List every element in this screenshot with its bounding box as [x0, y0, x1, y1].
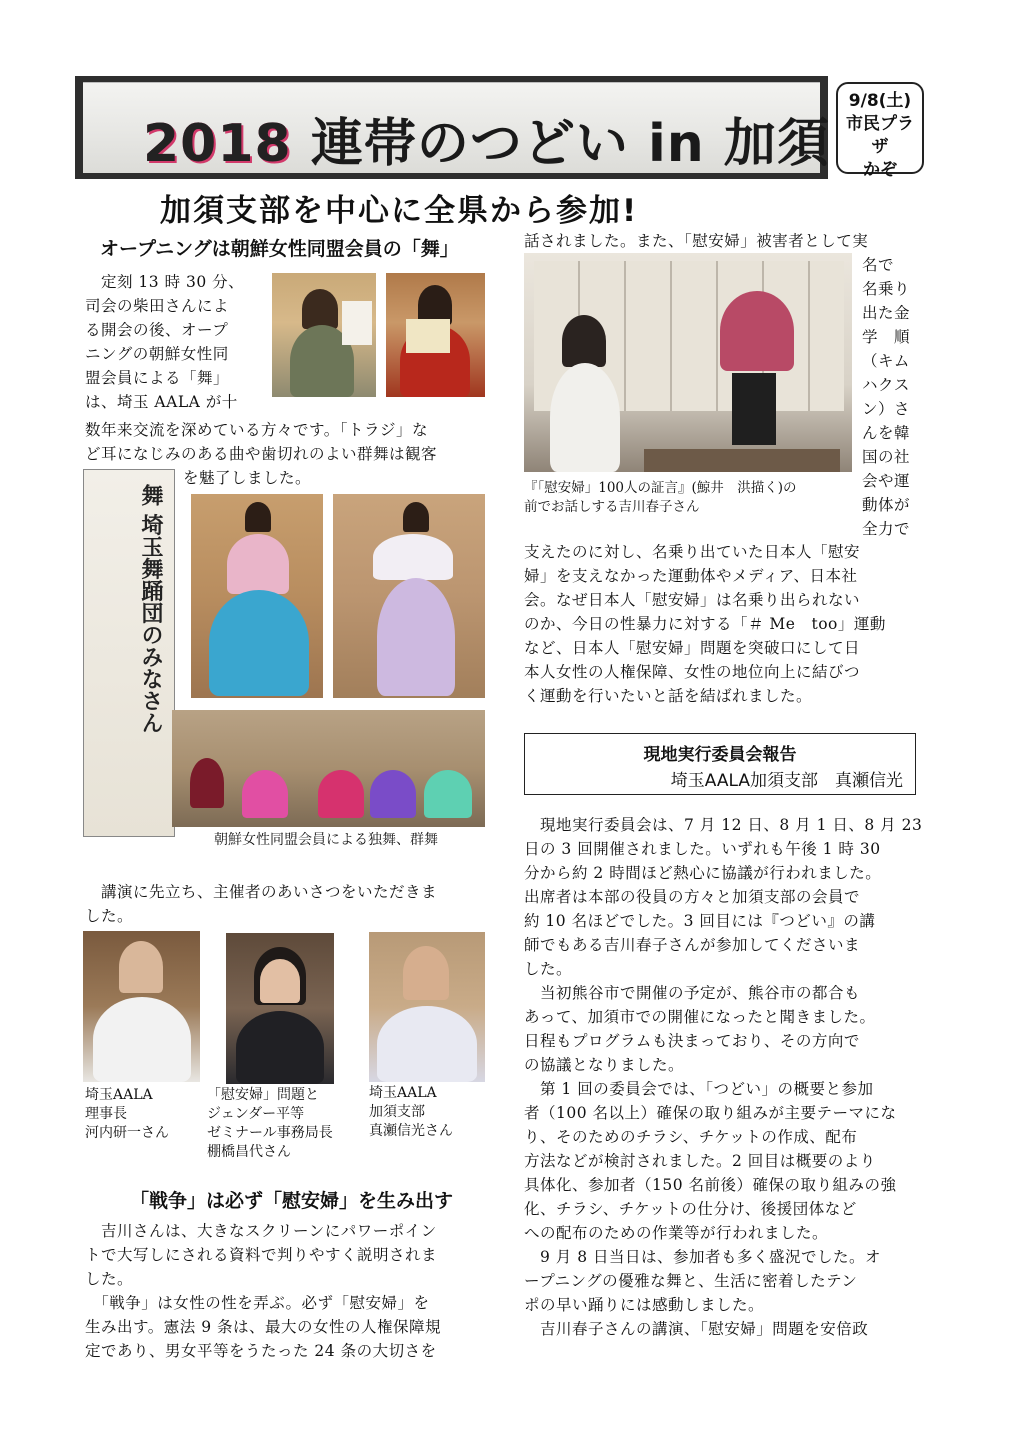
text-line: 日程もプログラムも決まっており、その方向で	[524, 1032, 860, 1050]
text-line: 約 10 名ほどでした。3 回目には『つどい』の講	[524, 912, 876, 930]
opening-paragraph-narrow	[85, 270, 270, 414]
section-title-opening: オープニングは朝鮮女性同盟会員の「舞」	[100, 238, 459, 260]
text-line: 会や運	[862, 472, 911, 490]
text-line: 9 月 8 日当日は、参加者も多く盛況でした。オ	[524, 1248, 882, 1266]
venue-line: 市民プラザ	[846, 114, 914, 157]
opening-speaker-photo-1	[272, 273, 376, 397]
text-line: 婦」を支えなかった運動体やメディア、日本社	[524, 567, 858, 585]
text-line: 吉川さんは、大きなスクリーンにパワーポイン	[85, 1222, 437, 1240]
text-line: 講演に先立ち、主催者のあいさつをいただきま	[85, 883, 438, 901]
text-line: ハクス	[862, 376, 910, 394]
text-line: く運動を行いたいと話を結ばれました。	[524, 687, 813, 705]
text-line: 日の 3 回開催されました。いずれも午後 1 時 30	[524, 840, 881, 858]
text-line: （キム	[862, 352, 910, 370]
lecture-paragraph	[524, 540, 924, 708]
speaker-photo-3	[369, 932, 485, 1082]
text-line: る開会の後、オープ	[85, 321, 229, 339]
report-header-box	[524, 733, 916, 795]
report-author: 埼玉AALA加須支部 真瀬信光	[670, 771, 903, 791]
text-line: 分から約 2 時間ほど熱心に協議が行われました。	[524, 864, 882, 882]
text-line: 話されました。また、「慰安婦」被害者として実	[524, 232, 869, 250]
caption-line: 理事長	[85, 1106, 127, 1122]
text-line: トで大写しにされる資料で判りやすく説明されま	[85, 1246, 438, 1264]
speaker-photo-2	[226, 933, 334, 1084]
opening-paragraph-wide	[85, 418, 495, 466]
speaker-caption-3	[369, 1084, 453, 1141]
text-line: 現地実行委員会は、7 月 12 日、8 月 1 日、8 月 23	[524, 816, 923, 834]
text-line: した。	[524, 960, 573, 978]
war-paragraph	[85, 1219, 495, 1363]
text-line: ど耳になじみのある曲や歯切れのよい群舞は観客	[85, 445, 438, 463]
text-line: 全力で	[862, 520, 911, 538]
mai-banner-photo	[83, 469, 175, 837]
caption-line: 河内研一さん	[85, 1125, 169, 1141]
lecture-photo	[524, 253, 852, 472]
section-title-war: 「戦争」は必ず「慰安婦」を生み出す	[130, 1190, 454, 1212]
text-line: ープニングの優雅な舞と、生活に密着したテン	[524, 1272, 858, 1290]
event-banner-photo	[75, 76, 828, 179]
caption-line: 前でお話しする吉川春子さん	[524, 499, 700, 515]
narrow-text-column	[862, 253, 924, 541]
banner-cloth	[83, 82, 830, 174]
text-line: ニングの朝鮮女性同	[85, 345, 229, 363]
text-line: 師でもある吉川春子さんが参加してくださいま	[524, 936, 861, 954]
text-line: 数年来交流を深めている方々です。「トラジ」な	[85, 421, 429, 439]
text-line: 国の社	[862, 448, 911, 466]
speaker-caption-2	[207, 1086, 333, 1162]
text-line: 者（100 名以上）確保の取り組みが主要テーマにな	[524, 1104, 897, 1122]
banner-year: 2018	[143, 114, 292, 174]
text-line: した。	[85, 1270, 134, 1288]
venue-line: かぞ	[863, 160, 897, 180]
text-line: 本人女性の人権保障、女性の地位向上に結びつ	[524, 663, 861, 681]
text-line: のか、今日の性暴力に対する「＃ Me too」運動	[524, 615, 886, 633]
caption-line: 加須支部	[369, 1104, 425, 1120]
text-line: 動体が	[862, 496, 911, 514]
date-box	[836, 82, 924, 180]
caption-line: 埼玉AALA	[369, 1085, 437, 1101]
dance-caption: 朝鮮女性同盟会員による独舞、群舞	[214, 832, 438, 848]
group-dance-photo	[172, 710, 485, 827]
text-line: あって、加須市での開催になったと聞きました。	[524, 1008, 876, 1026]
dance-photo-1	[191, 494, 323, 698]
caption-line: 「慰安婦」問題と	[207, 1087, 319, 1103]
text-line: 生み出す。憲法 9 条は、最大の女性の人権保障規	[85, 1318, 441, 1336]
banner-calligraphy: 舞 埼玉舞踊団のみなさん	[138, 484, 164, 734]
report-paragraph	[524, 813, 924, 1341]
text-line: 具体化、参加者（150 名前後）確保の取り組みの強	[524, 1176, 897, 1194]
text-line: への配布のための作業等が行われました。	[524, 1224, 829, 1242]
caption-line: 真瀬信光さん	[369, 1123, 453, 1139]
text-line: 吉川春子さんの講演、「慰安婦」問題を安倍政	[524, 1320, 869, 1338]
text-line: 出た金	[862, 304, 911, 322]
date-line: 9/8(土)	[848, 91, 912, 111]
caption-line: 『「慰安婦」100人の証言』(鯨井 洪描く)の	[524, 480, 797, 496]
speaker-caption-1	[85, 1086, 169, 1143]
text-line: 盟会員による「舞」	[85, 369, 230, 387]
caption-line: ジェンダー平等	[207, 1106, 305, 1122]
text-line: り、そのためのチラシ、チケットの作成、配布	[524, 1128, 858, 1146]
text-line: 当初熊谷市で開催の予定が、熊谷市の都合も	[524, 984, 861, 1002]
text-line: 司会の柴田さんによ	[85, 297, 230, 315]
text-line: を魅了しました。	[183, 469, 312, 487]
text-line: 定刻 13 時 30 分、	[85, 273, 245, 291]
text-line: 名乗り	[862, 280, 911, 298]
text-line: の協議となりました。	[524, 1056, 685, 1074]
dance-photo-2	[333, 494, 485, 698]
text-line: 名で	[862, 256, 895, 274]
text-line: 「戦争」は女性の性を弄ぶ。必ず「慰安婦」を	[85, 1294, 430, 1312]
banner-text	[143, 101, 830, 176]
text-line: 会。なぜ日本人「慰安婦」は名乗り出られない	[524, 591, 861, 609]
caption-line: 埼玉AALA	[85, 1087, 153, 1103]
text-line: など、日本人「慰安婦」問題を突破口にして日	[524, 639, 861, 657]
opening-speaker-photo-2	[386, 273, 485, 397]
text-line: 第 1 回の委員会では、「つどい」の概要と参加	[524, 1080, 874, 1098]
text-line: ポの早い踊りには感動しました。	[524, 1296, 765, 1314]
text-line: した。	[85, 907, 134, 925]
report-title: 現地実行委員会報告	[643, 745, 797, 765]
headline: 加須支部を中心に全県から参加!	[160, 193, 639, 229]
text-line: ン）さ	[862, 400, 911, 418]
banner-title: 連帯のつどい in 加須	[310, 114, 830, 174]
caption-line: ゼミナール事務局長	[207, 1125, 333, 1141]
text-line: 支えたのに対し、名乗り出ていた日本人「慰安	[524, 543, 861, 561]
text-line: 出席者は本部の役員の方々と加須支部の会員で	[524, 888, 861, 906]
text-line: 定であり、男女平等をうたった 24 条の大切さを	[85, 1342, 437, 1360]
lecture-photo-caption	[524, 479, 797, 517]
speaker-photo-1	[83, 931, 200, 1082]
greeting-paragraph	[85, 880, 495, 928]
caption-line: 棚橋昌代さん	[207, 1144, 291, 1160]
text-line: んを韓	[862, 424, 911, 442]
text-line: 化、チラシ、チケットの仕分け、後援団体など	[524, 1200, 857, 1218]
text-line: 方法などが検討されました。2 回目は概要のより	[524, 1152, 876, 1170]
text-line: 学 順	[862, 328, 911, 346]
text-line: は、埼玉 AALA が十	[85, 393, 238, 411]
